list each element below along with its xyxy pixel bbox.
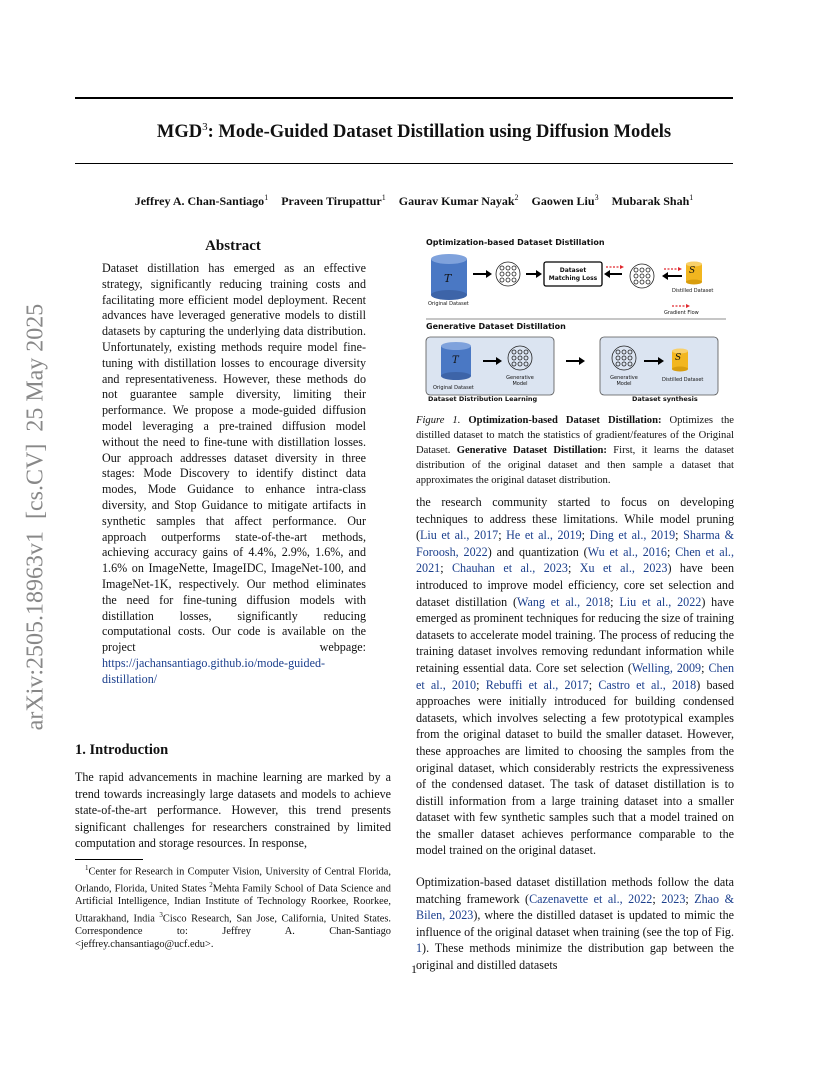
generative-model-label: Generative Model (506, 375, 534, 387)
paragraph-text: ; (581, 528, 590, 543)
paragraph-text: ; (675, 528, 684, 543)
citation-link[interactable]: Cazenavette et al., 2022 (529, 891, 653, 906)
paragraph-text: ) based approaches were initially introduced for building condensed datasets, which involves selecting a few prototypical examples from the original dataset to build the smaller dataset. However, these approaches are limited to choosing the samples from the original dataset, which considerably restricts the expressiveness of the condensed dataset. The task of dataset distillation is to distill information from a large training dataset into a smaller dataset with few synthetic samples such that a model trained on the smaller dataset achieves performance comparable to the model trained on the original dataset. (416, 677, 734, 858)
citation-link[interactable]: Chen et al., 2021 (416, 544, 734, 576)
paragraph-text: ). These methods minimize the distribution gap between the original and distilled datasets (416, 941, 734, 972)
arrow-icon (566, 357, 585, 365)
t-symbol: T (444, 272, 452, 285)
arrow-icon (662, 272, 682, 280)
paragraph-text: ; (476, 677, 486, 692)
right-paragraph-1 (416, 494, 734, 859)
paragraph-text: ; (567, 561, 580, 576)
distribution-learning-label: Dataset Distribution Learning (428, 395, 538, 403)
right-paragraph-2 (416, 874, 734, 974)
affiliation-footnote: $^1$Center for Research in Computer Vision, University of Central Florida, Orlando, Florida, United States $^2$Mehta Family School of Data Science and Artificial Intelligence, Indian Institute of Technology Roorkee, Roorkee, Uttarakhand, India $^3$Cisco Research, San Jose, California, United States. Correspondence to: Jeffrey A. Chan-Santiago <jeffrey.chansantiago@ucf.edu>. (75, 864, 391, 951)
citation-link[interactable]: Liu et al., 2017 (420, 528, 499, 543)
paragraph-text: ) have emerged as prominent techniques for reducing the size of training datasets to accelerate model training. The process of reducing the training dataset involves removing redundant information while retaining essential data. Core set selection ( (416, 594, 735, 675)
author: Jeffrey A. Chan-Santiago$^1$ (134, 193, 269, 208)
citation-link[interactable]: Liu et al., 2022 (619, 594, 702, 609)
figure-heading-generative: Generative Dataset Distillation (426, 322, 566, 331)
paragraph-text: ; (498, 528, 507, 543)
abstract-text: Dataset distillation has emerged as an effective strategy, significantly reducing training costs and facilitating more efficient model deployment. Recent advances have leveraged generative models to distill datasets by capturing the underlying data distribution. Unfortunately, existing methods require model fine-tuning with distillation losses to encourage diversity and representativeness. However, these methods do not guarantee sample diversity, limiting their performance. We propose a mode-guided diffusion model leveraging a pre-trained diffusion model without the need to fine-tune with distillation losses. Our approach addresses dataset diversity in three stages: Mode Discovery to identify distinct data modes, Mode Guidance to enhance intra-class diversity, and Stop Guidance to mitigate artifacts in synthetic samples that affect performance. Our approach outperforms state-of-the-art methods, achieving accuracy gains of 4.4%, 2.9%, 1.6%, and 1.6% on ImageNette, ImageIDC, ImageNet-100, and ImageNet-1K, respectively. Our method eliminates the need for fine-tuning diffusion models with distillation losses, significantly reducing computational costs. Our code is available on the project webpage: https://jachansantiago.github.io/mode-guided-distillation/ (102, 261, 366, 686)
citation-link[interactable]: 2023 (661, 891, 686, 906)
arrow-icon (473, 270, 492, 278)
s-symbol: S (689, 266, 696, 276)
author-list (0, 193, 828, 209)
page-number: 1 (411, 962, 417, 976)
paragraph-text: ; (652, 891, 662, 906)
matching-loss-label: Dataset Matching Loss (548, 267, 598, 282)
figure-heading-optimization: Optimization-based Dataset Distillation (426, 238, 605, 247)
author: Gaowen Liu$^3$ (531, 193, 599, 208)
citation-link[interactable]: Wu et al., 2016 (587, 544, 667, 559)
project-link[interactable]: https://jachansantiago.github.io/mode-guided-distillation/ (102, 655, 326, 686)
arrow-icon (604, 270, 622, 278)
figure-caption: Figure 1. Optimization-based Dataset Distillation: Optimizes the distilled dataset to match the statistics of gradient/features of the Original Dataset. Generative Dataset Distillation: First, it learns the dataset distribution of the original dataset and then sample a dataset that approximates the original dataset distribution. (416, 415, 734, 486)
paragraph-text: ; (610, 594, 620, 609)
gradient-flow-label: Gradient Flow (664, 310, 699, 316)
citation-link[interactable]: He et al., 2019 (506, 528, 582, 543)
citation-link[interactable]: Xu et al., 2023 (579, 561, 668, 576)
section-heading-introduction: 1. Introduction (75, 742, 169, 758)
red-gradient-arrow-icon (606, 265, 624, 269)
citation-link[interactable]: Wang et al., 2018 (517, 594, 611, 609)
paragraph-text: ; (685, 891, 695, 906)
citation-link[interactable]: Chauhan et al., 2023 (451, 561, 568, 576)
distilled-dataset-label: Distilled Dataset (672, 288, 714, 294)
original-dataset-label: Original Dataset (433, 385, 474, 391)
synthesis-label: Dataset synthesis (632, 395, 698, 403)
author: Mubarak Shah$^1$ (611, 193, 694, 208)
neural-network-icon (630, 264, 654, 288)
neural-network-icon (496, 262, 520, 286)
top-rule (75, 97, 733, 99)
paragraph-text: ; (701, 660, 709, 675)
paragraph-text: ; (666, 544, 676, 559)
title-bottom-rule (75, 163, 733, 164)
paragraph-text: ) and quantization ( (487, 544, 588, 559)
generative-model-label: Generative Model (610, 375, 638, 387)
footnote-rule (75, 859, 143, 860)
paragraph-text: ; (588, 677, 599, 692)
paragraph-text: ; (440, 561, 452, 576)
red-gradient-arrow-icon (664, 267, 682, 271)
citation-link[interactable]: Castro et al., 2018 (598, 677, 697, 692)
paragraph-text: ) have been introduced to improve model efficiency, core set selection and dataset distillation ( (416, 561, 735, 609)
arrow-icon (526, 270, 542, 278)
author: Gaurav Kumar Nayak$^2$ (398, 193, 519, 208)
t-symbol: T (452, 355, 459, 366)
figure-1 (416, 234, 734, 412)
abstract-heading: Abstract (205, 238, 261, 254)
paper-title: MGD$^3$: Mode-Guided Dataset Distillation using Diffusion Models (156, 121, 672, 143)
citation-link[interactable]: Welling, 2009 (631, 660, 702, 675)
paragraph-text: Optimization-based dataset distillation methods follow the data matching framework ( (416, 875, 734, 906)
citation-link[interactable]: 1 (416, 941, 423, 956)
distilled-dataset-label: Distilled Dataset (662, 377, 704, 383)
intro-paragraph: The rapid advancements in machine learning are marked by a trend towards increasingly large datasets and models to achieve state-of-the-art performance. However, this trend presents significant challenges for researchers constrained by limited computation and storage resources. In response, (75, 770, 391, 851)
citation-link[interactable]: Rebuffi et al., 2017 (485, 677, 589, 692)
author: Praveen Tirupattur$^1$ (281, 193, 386, 208)
citation-link[interactable]: Zhao & Bilen, 2023 (416, 891, 734, 923)
citation-link[interactable]: Chen et al., 2010 (416, 660, 734, 692)
original-dataset-label: Original Dataset (428, 301, 469, 307)
arxiv-watermark: arXiv:2505.18963v1 [cs.CV] 25 May 2025 (22, 303, 49, 731)
s-symbol: S (675, 353, 682, 363)
paragraph-text: ), where the distilled dataset is updated to mimic the influence of the original dataset when training (see the top of Fig. (416, 908, 735, 939)
citation-link[interactable]: Sharma & Foroosh, 2022 (416, 528, 735, 559)
gradient-flow-legend-icon (672, 304, 690, 308)
citation-link[interactable]: Ding et al., 2019 (589, 528, 676, 543)
paragraph-text: the research community started to focus on developing techniques to address these limitations. While model pruning ( (416, 495, 734, 543)
